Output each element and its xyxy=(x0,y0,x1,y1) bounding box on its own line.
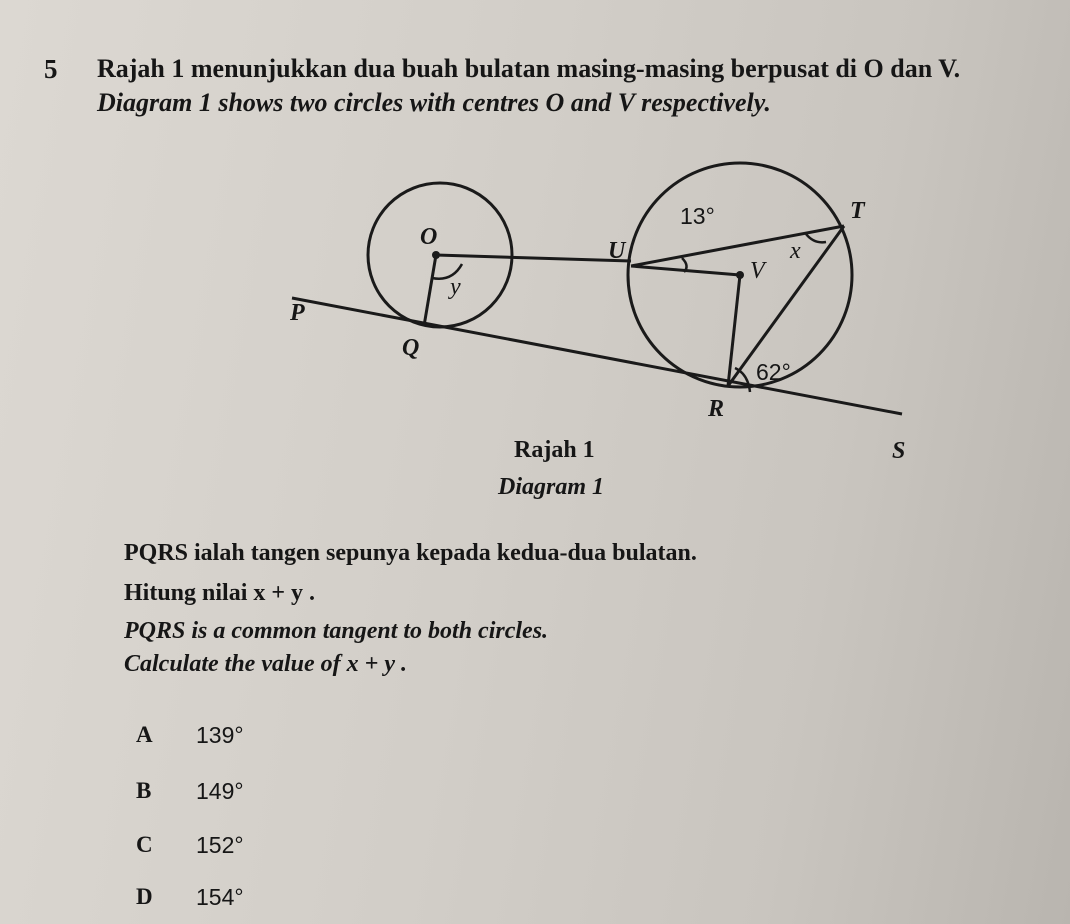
option-b[interactable] xyxy=(136,778,336,814)
segment-u-t xyxy=(631,226,844,266)
label-y: y xyxy=(450,274,461,300)
label-t: T xyxy=(850,198,865,224)
label-13-degrees: 13° xyxy=(680,203,715,229)
centre-o-dot xyxy=(432,251,440,259)
option-letter: B xyxy=(136,778,152,803)
diagram-caption-english: Diagram 1 xyxy=(498,474,605,500)
label-o: O xyxy=(420,224,438,250)
option-value: 139° xyxy=(196,722,244,748)
label-62-degrees: 62° xyxy=(756,359,791,385)
label-u: U xyxy=(608,238,626,264)
segment-o-q xyxy=(424,255,436,326)
option-letter: D xyxy=(136,884,153,909)
label-s: S xyxy=(892,438,906,464)
label-x: x xyxy=(790,238,801,264)
tangent-pqrs xyxy=(292,298,902,414)
option-a[interactable] xyxy=(136,722,336,758)
option-letter: A xyxy=(136,722,153,747)
segment-o-u xyxy=(436,255,631,261)
instruction-malay: Hitung nilai x + y . xyxy=(124,580,316,606)
instruction-english: Calculate the value of x + y . xyxy=(124,651,407,677)
option-c[interactable] xyxy=(136,832,336,868)
option-letter: C xyxy=(136,832,153,857)
option-value: 152° xyxy=(196,832,244,858)
question-stem-english: Diagram 1 shows two circles with centres O and V respectively. xyxy=(97,88,771,117)
diagram-caption-malay: Rajah 1 xyxy=(514,437,595,463)
label-v: V xyxy=(750,258,765,284)
label-r: R xyxy=(708,396,725,422)
option-value: 149° xyxy=(196,778,244,804)
label-p: P xyxy=(290,300,305,326)
statement-english: PQRS is a common tangent to both circles. xyxy=(124,618,549,644)
option-d[interactable] xyxy=(136,884,336,920)
question-stem-malay: Rajah 1 menunjukkan dua buah bulatan masing-masing berpusat di O dan V. xyxy=(97,54,961,83)
question-number: 5 xyxy=(44,54,58,84)
label-q: Q xyxy=(402,335,420,361)
centre-v-dot xyxy=(736,271,744,279)
statement-malay: PQRS ialah tangen sepunya kepada kedua-dua bulatan. xyxy=(124,540,697,566)
angle-arc-x xyxy=(806,234,826,242)
option-value: 154° xyxy=(196,884,244,910)
